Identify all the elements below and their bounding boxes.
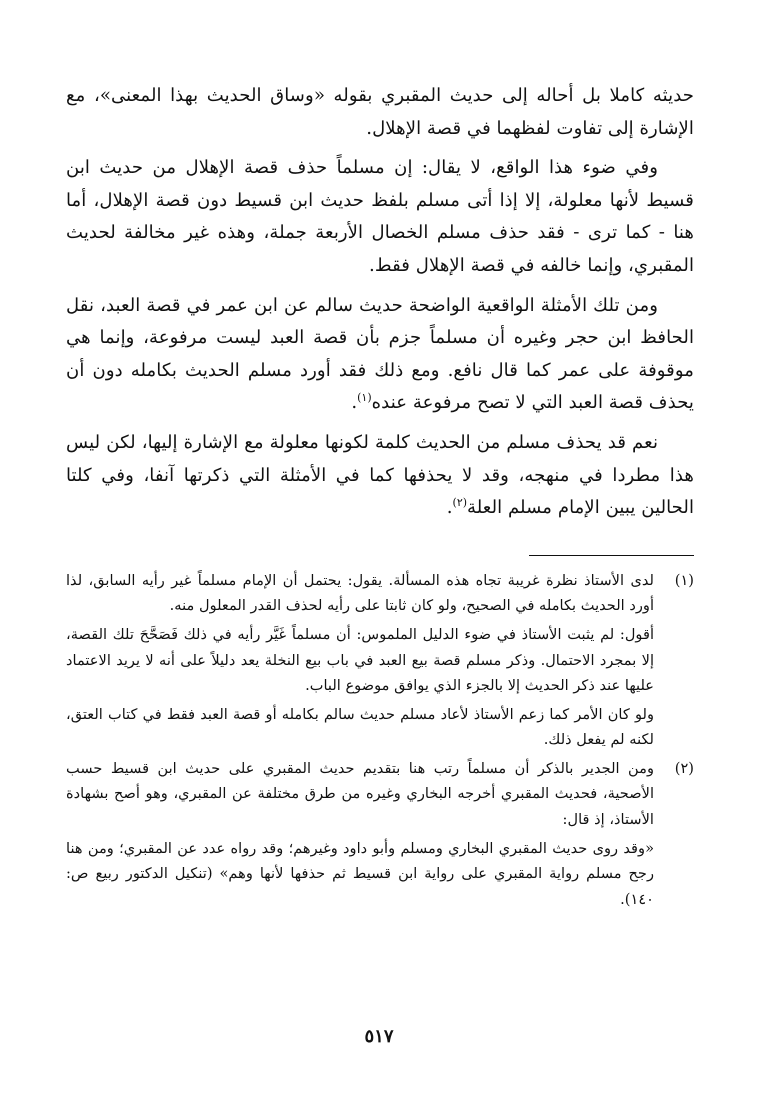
main-text (66, 80, 694, 525)
footnote-number: (٢) (674, 759, 694, 777)
footnote-2-para-1: ومن الجدير بالذكر أن مسلماً رتب هنا بتقديم حديث المقبري على حديث ابن قسيط حسب الأصحية، فحديث المقبري أخرجه البخاري وغيره من طرق مختلفة عن المقبري، وهو أصح بشهادة الأستاذ، إذ قال: (66, 759, 654, 829)
footnote-ref-1[interactable]: (١) (357, 391, 372, 405)
footnotes (66, 568, 694, 913)
footnote-1-para-2: أقول: لم يثبت الأستاذ في ضوء الدليل الملموس: أن مسلماً غَيَّر رأيه في ذلك فَصَحَّحَ تلك القصة، إلا بمجرد الاحتمال. وذكر مسلم قصة بيع العبد في باب بيع النخلة يعد دليلاً على أنه لا يريد الاعتماد عليها عند ذكر الحديث إلا بالجزء الذي يوافق موضوع الباب. (66, 625, 654, 695)
paragraph-2: وفي ضوء هذا الواقع، لا يقال: إن مسلماً حذف قصة الإهلال من حديث ابن قسيط لأنها معلولة، إلا إذا أتى مسلم بلفظ حديث ابن قسيط دون قصة الإهلال، أما هنا - كما ترى - فقد حذف مسلم الخصال الأربعة جملة، وهذه غير مخالفة لحديث المقبري، وإنما خالفه في قصة الإهلال فقط. (66, 157, 694, 276)
page-number: ٥١٧ (364, 1026, 394, 1047)
footnote-separator (529, 555, 694, 556)
page-content (66, 80, 694, 915)
footnote-1 (66, 568, 694, 753)
footnote-1-para-3: ولو كان الأمر كما زعم الأستاذ لأعاد مسلم حديث سالم بكامله أو قصة العبد فقط في كتاب العتق، لكنه لم يفعل ذلك. (66, 705, 654, 749)
footnote-2 (66, 756, 694, 913)
footnote-1-para-1: لدى الأستاذ نظرة غريبة تجاه هذه المسألة. يقول: يحتمل أن الإمام مسلماً غير رأيه السابق، لذا أورد الحديث بكامله في الصحيح، ولو كان ثابتا على رأيه لحذف القدر المعلول منه. (66, 571, 654, 615)
footnote-2-para-2: «وقد روى حديث المقبري البخاري ومسلم وأبو داود وغيرهم؛ وقد رواه عدد عن المقبري؛ ومن هنا رجح مسلم رواية المقبري على رواية ابن قسيط ثم حذفها لأنها وهم» (تنكيل الدكتور ربيع ص: ١٤٠). (66, 839, 654, 908)
paragraph-4: نعم قد يحذف مسلم من الحديث كلمة لكونها معلولة مع الإشارة إليها، لكن ليس هذا مطردا في منهجه، وقد لا يحذفها كما في الأمثلة التي ذكرتها آنفا، وفي كلتا الحالين يبين الإمام مسلم العلة$^{(٢)}$. (66, 431, 694, 519)
paragraph-3: ومن تلك الأمثلة الواقعية الواضحة حديث سالم عن ابن عمر في قصة العبد، نقل الحافظ ابن حجر وغيره أن مسلماً جزم بأن قصة العبد ليست مرفوعة، وإنما هي موقوفة على عمر كما قال نافع. ومع ذلك فقد أورد مسلم الحديث بكامله دون أن يحذف قصة العبد التي لا تصح مرفوعة عنده$^{(١)}$. (66, 294, 694, 414)
paragraph-1: حديثه كاملا بل أحاله إلى حديث المقبري بقوله «وساق الحديث بهذا المعنى»، مع الإشارة إلى تفاوت لفظهما في قصة الإهلال. (66, 85, 694, 139)
footnote-ref-2[interactable]: (٢) (452, 496, 468, 510)
footnote-number: (١) (674, 571, 694, 589)
